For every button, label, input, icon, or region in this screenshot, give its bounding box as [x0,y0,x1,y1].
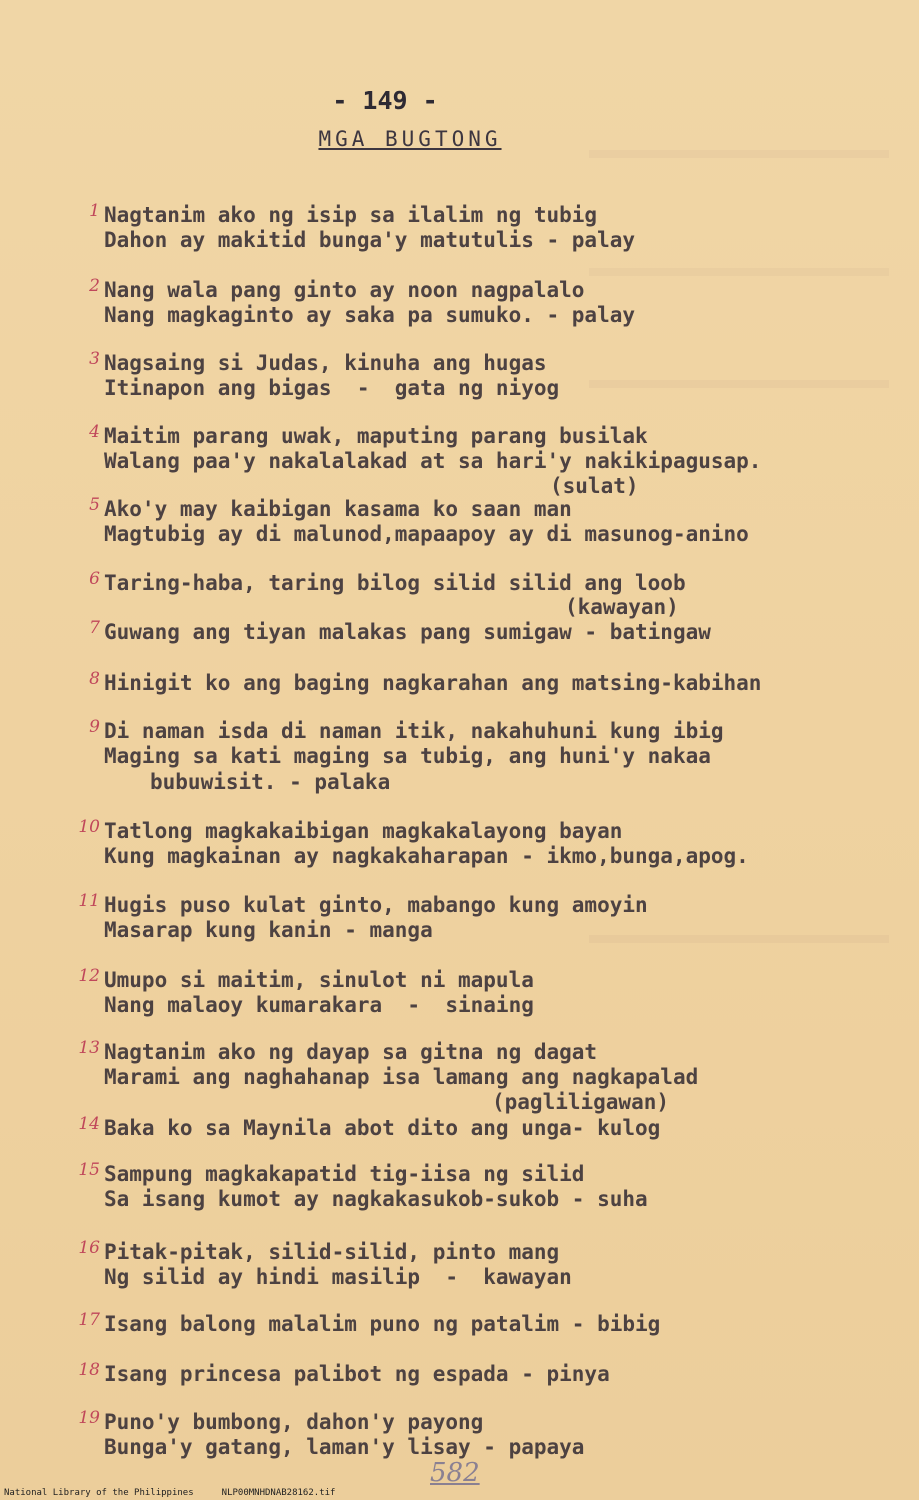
riddle-line: bubuwisit. - palaka [150,770,391,794]
riddle-line: Walang paa'y nakalalakad at sa hari'y nakikipagusap. [104,449,762,473]
riddle-number: 5 [89,495,100,515]
riddle-answer: (sulat) [550,474,639,498]
riddle-line: Ng silid ay hindi masilip - kawayan [104,1265,572,1289]
riddle-number: 16 [78,1238,100,1258]
riddle-line: Hugis puso kulat ginto, mabango kung amoyin [104,893,648,917]
riddle-number: 11 [78,891,100,911]
riddle-number: 9 [89,717,100,737]
riddle-line: Nang malaoy kumarakara - sinaing [104,993,534,1017]
riddle-line: Nang wala pang ginto ay noon nagpalalo [104,278,585,302]
riddle-line: Masarap kung kanin - manga [104,918,433,942]
riddle-line: Taring-haba, taring bilog silid silid ang loob [104,571,686,595]
riddle-line: Magtubig ay di malunod,mapaapoy ay di masunog-anino [104,522,749,546]
riddle-line: Puno'y bumbong, dahon'y payong [104,1410,484,1434]
riddle-line: Hinigit ko ang baging nagkarahan ang matsing-kabihan [104,671,762,695]
riddle-line: Isang balong malalim puno ng patalim - bibig [104,1312,661,1336]
bleed-through-mark [589,380,889,388]
handwritten-page-note: 582 [430,1458,480,1488]
riddle-line: Di naman isda di naman itik, nakahuhuni kung ibig [104,719,724,743]
riddle-line: Marami ang naghahanap isa lamang ang nagkapalad [104,1065,699,1089]
riddle-number: 7 [89,618,100,638]
riddle-number: 14 [78,1114,100,1134]
riddle-line: Umupo si maitim, sinulot ni mapula [104,968,534,992]
riddle-number: 10 [78,817,100,837]
riddle-number: 1 [89,201,100,221]
library-credit: National Library of the Philippines [4,1488,194,1498]
riddle-answer: (kawayan) [565,595,679,619]
page-title: MGA BUGTONG [318,127,502,151]
riddle-line: Ako'y may kaibigan kasama ko saan man [104,497,572,521]
riddle-line: Dahon ay makitid bunga'y matutulis - palay [104,228,636,252]
riddle-number: 19 [78,1408,100,1428]
riddle-line: Maging sa kati maging sa tubig, ang huni'y nakaa [104,744,711,768]
riddle-line: Nagsaing si Judas, kinuha ang hugas [104,351,547,375]
riddle-line: Nang magkaginto ay saka pa sumuko. - palay [104,303,636,327]
riddle-number: 8 [89,669,100,689]
riddle-number: 15 [78,1160,100,1180]
file-name: NLP00MNHDNAB28162.tif [221,1488,336,1498]
riddle-answer: (pagliligawan) [492,1090,670,1114]
riddle-line: Isang princesa palibot ng espada - pinya [104,1362,610,1386]
riddle-number: 2 [89,276,100,296]
riddle-number: 6 [89,569,100,589]
riddle-number: 18 [78,1360,100,1380]
riddle-line: Pitak-pitak, silid-silid, pinto mang [104,1240,560,1264]
riddle-number: 13 [78,1038,100,1058]
riddle-line: Maitim parang uwak, maputing parang busilak [104,424,648,448]
riddle-number: 12 [78,966,100,986]
riddle-line: Kung magkainan ay nagkakaharapan - ikmo,bunga,apog. [104,844,749,868]
riddle-line: Itinapon ang bigas - gata ng niyog [104,376,560,400]
riddle-line: Nagtanim ako ng isip sa ilalim ng tubig [104,203,598,227]
riddle-line: Sampung magkakapatid tig-iisa ng silid [104,1162,585,1186]
page-number: - 149 - [332,86,438,115]
scan-footer [4,1488,335,1498]
bleed-through-mark [589,150,889,158]
riddle-number: 3 [89,349,100,369]
riddle-line: Sa isang kumot ay nagkakasukob-sukob - suha [104,1187,648,1211]
bleed-through-mark [589,268,889,276]
bleed-through-mark [589,935,889,943]
riddle-line: Baka ko sa Maynila abot dito ang unga- kulog [104,1116,661,1140]
riddle-line: Tatlong magkakaibigan magkakalayong bayan [104,819,623,843]
riddle-number: 17 [78,1310,100,1330]
riddle-line: Bunga'y gatang, laman'y lisay - papaya [104,1435,585,1459]
riddle-number: 4 [89,422,100,442]
riddle-line: Nagtanim ako ng dayap sa gitna ng dagat [104,1040,598,1064]
riddle-line: Guwang ang tiyan malakas pang sumigaw - batingaw [104,620,711,644]
